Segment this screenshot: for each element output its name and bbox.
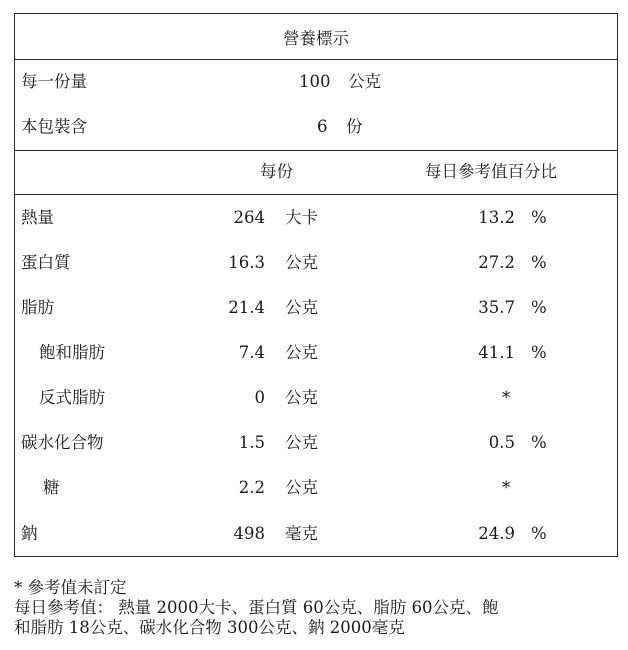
percent-sign: % xyxy=(531,433,547,452)
nutrient-amount: 0 xyxy=(254,388,265,407)
nutrient-unit: 公克 xyxy=(285,253,318,272)
not-established-mark: * xyxy=(502,478,511,497)
nutrient-unit: 公克 xyxy=(285,343,318,362)
nutrient-daily-percent: 13.2 xyxy=(478,208,515,227)
nutrient-name: 蛋白質 xyxy=(21,253,71,272)
per-serving-header: 每份 xyxy=(260,162,293,181)
nutrient-name: 飽和脂肪 xyxy=(39,343,105,362)
footnote-line: * 參考值未訂定 xyxy=(14,578,127,597)
divider xyxy=(15,194,617,195)
divider xyxy=(15,150,617,151)
nutrient-daily-percent: 27.2 xyxy=(478,253,515,272)
serving-size-value: 100 xyxy=(299,72,331,91)
servings-per-package-value: 6 xyxy=(317,117,328,136)
nutrient-amount: 7.4 xyxy=(238,343,265,362)
divider xyxy=(15,59,617,60)
nutrient-amount: 2.2 xyxy=(238,478,265,497)
nutrient-amount: 264 xyxy=(233,208,265,227)
serving-size-label: 每一份量 xyxy=(21,72,87,91)
serving-size-unit: 公克 xyxy=(348,72,381,91)
percent-sign: % xyxy=(531,208,547,227)
nutrient-daily-percent: 35.7 xyxy=(478,298,515,317)
nutrient-unit: 大卡 xyxy=(285,208,318,227)
nutrient-name: 糖 xyxy=(43,478,60,497)
percent-sign: % xyxy=(531,343,547,362)
nutrient-amount: 498 xyxy=(233,524,265,543)
nutrient-amount: 1.5 xyxy=(238,433,265,452)
footnote xyxy=(14,578,498,638)
nutrient-unit: 公克 xyxy=(285,298,318,317)
nutrient-daily-percent: 41.1 xyxy=(478,343,515,362)
nutrient-amount: 16.3 xyxy=(228,253,265,272)
nutrient-unit: 公克 xyxy=(285,433,318,452)
nutrient-unit: 公克 xyxy=(285,388,318,407)
nutrient-amount: 21.4 xyxy=(228,298,265,317)
footnote-line: 每日參考值： 熱量 2000大卡、蛋白質 60公克、脂肪 60公克、飽 xyxy=(14,598,499,617)
nutrient-name: 鈉 xyxy=(21,524,38,543)
nutrient-daily-percent: 0.5 xyxy=(488,433,515,452)
percent-sign: % xyxy=(531,524,547,543)
percent-sign: % xyxy=(531,253,547,272)
nutrient-daily-percent: 24.9 xyxy=(478,524,515,543)
percent-sign: % xyxy=(531,298,547,317)
servings-per-package-unit: 份 xyxy=(346,117,363,136)
footnote-line: 和脂肪 18公克、碳水化合物 300公克、鈉 2000毫克 xyxy=(14,618,405,637)
table-title: 營養標示 xyxy=(283,29,349,48)
nutrition-facts-table xyxy=(14,13,618,557)
servings-per-package-label: 本包裝含 xyxy=(21,117,87,136)
nutrient-unit: 毫克 xyxy=(285,524,318,543)
nutrient-name: 碳水化合物 xyxy=(21,433,104,452)
not-established-mark: * xyxy=(502,388,511,407)
nutrient-name: 熱量 xyxy=(21,208,54,227)
nutrient-name: 脂肪 xyxy=(21,298,54,317)
daily-value-percent-header: 每日參考值百分比 xyxy=(425,162,557,181)
nutrient-unit: 公克 xyxy=(285,478,318,497)
nutrient-name: 反式脂肪 xyxy=(39,388,105,407)
